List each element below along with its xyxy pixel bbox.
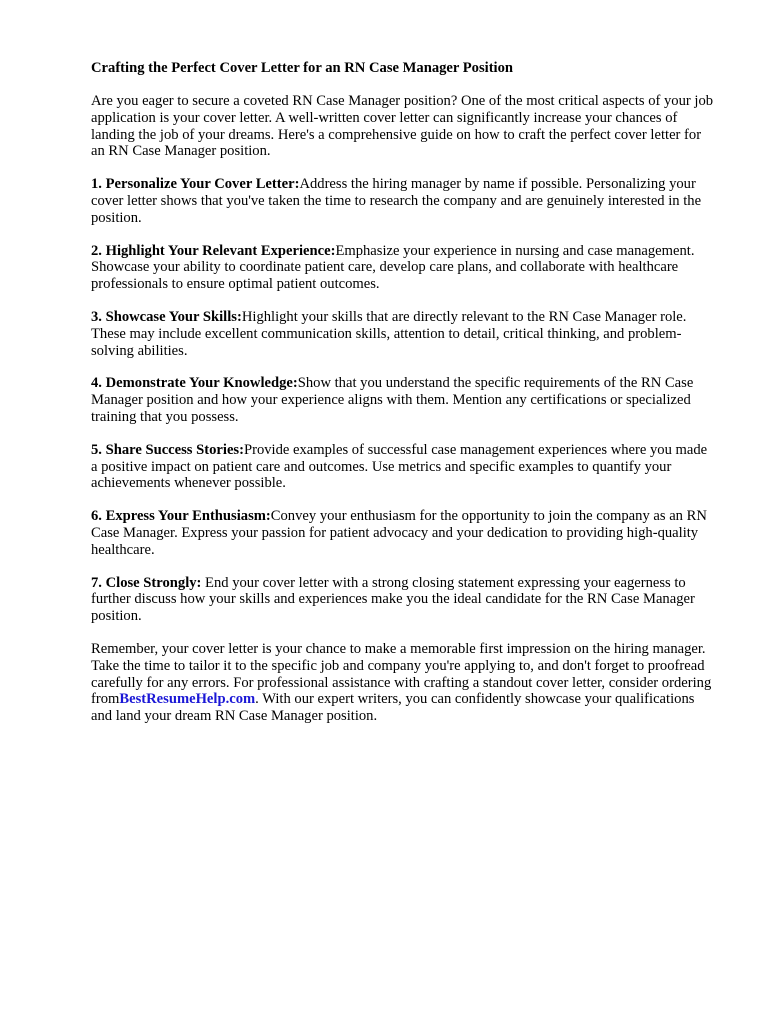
document-title: Crafting the Perfect Cover Letter for an RN Case Manager Position (91, 60, 514, 76)
closing-text-after: . With our expert writers, you can confidently showcase your qualifications and land your dream RN Case Manager position. (91, 691, 695, 725)
tip-heading: 1. Personalize Your Cover Letter: (91, 176, 300, 193)
tip-heading: 7. Close Strongly: (91, 574, 202, 591)
tip-paragraph-7 (91, 575, 716, 625)
bestresumehelp-link[interactable]: BestResumeHelp.com (119, 691, 256, 708)
tip-heading: 3. Showcase Your Skills: (91, 308, 242, 325)
intro-paragraph: Are you eager to secure a coveted RN Case Manager position? One of the most critical aspects of your job application is your cover letter. A well-written cover letter can significantly increase your chances of landing the job of your dreams. Here's a comprehensive guide on how to craft the perfect cover letter for an RN Case Manager position. (91, 93, 714, 160)
tip-paragraph-5 (91, 442, 716, 492)
tip-body: Show that you understand the specific requirements of the RN Case Manager position and how your experience aligns with them. Mention any certifications or specialized training that you possess. (91, 375, 694, 425)
closing-paragraph (91, 641, 716, 725)
tip-body: Provide examples of successful case management experiences where you made a positive impact on patient care and outcomes. Use metrics and specific examples to quantify your achievements whenever possible. (91, 441, 708, 492)
tip-body: Convey your enthusiasm for the opportunity to join the company as an RN Case Manager. Express your passion for patient advocacy and your dedication to providing high-quality healthcare. (91, 508, 707, 558)
tip-paragraph-4 (91, 375, 716, 425)
tip-body: End your cover letter with a strong closing statement expressing your eagerness to further discuss how your skills and experiences make you the ideal candidate for the RN Case Manager position. (91, 574, 695, 625)
tip-paragraph-6 (91, 508, 716, 558)
tip-body: Emphasize your experience in nursing and case management. Showcase your ability to coordinate patient care, develop care plans, and collaborate with healthcare professionals to ensure optimal patient outcomes. (91, 242, 695, 293)
tip-body: Highlight your skills that are directly relevant to the RN Case Manager role. These may include excellent communication skills, attention to detail, critical thinking, and problem-solving abilities. (91, 308, 687, 359)
tip-heading: 5. Share Success Stories: (91, 441, 244, 458)
closing-text-before: Remember, your cover letter is your chance to make a memorable first impression on the hiring manager. Take the time to tailor it to the specific job and company you're applying to, and don't forget to proofread carefully for any errors. For professional assistance with crafting a standout cover letter, consider ordering from (91, 640, 712, 708)
tip-paragraph-2 (91, 243, 716, 293)
tip-paragraph-3 (91, 309, 716, 359)
tip-paragraph-1 (91, 176, 716, 226)
tip-body: Address the hiring manager by name if possible. Personalizing your cover letter shows that you've taken the time to research the company and are genuinely interested in the position. (91, 176, 702, 226)
tip-heading: 6. Express Your Enthusiasm: (91, 508, 271, 525)
tip-heading: 2. Highlight Your Relevant Experience: (91, 242, 336, 259)
document-page (91, 60, 716, 741)
tip-heading: 4. Demonstrate Your Knowledge: (91, 375, 298, 392)
